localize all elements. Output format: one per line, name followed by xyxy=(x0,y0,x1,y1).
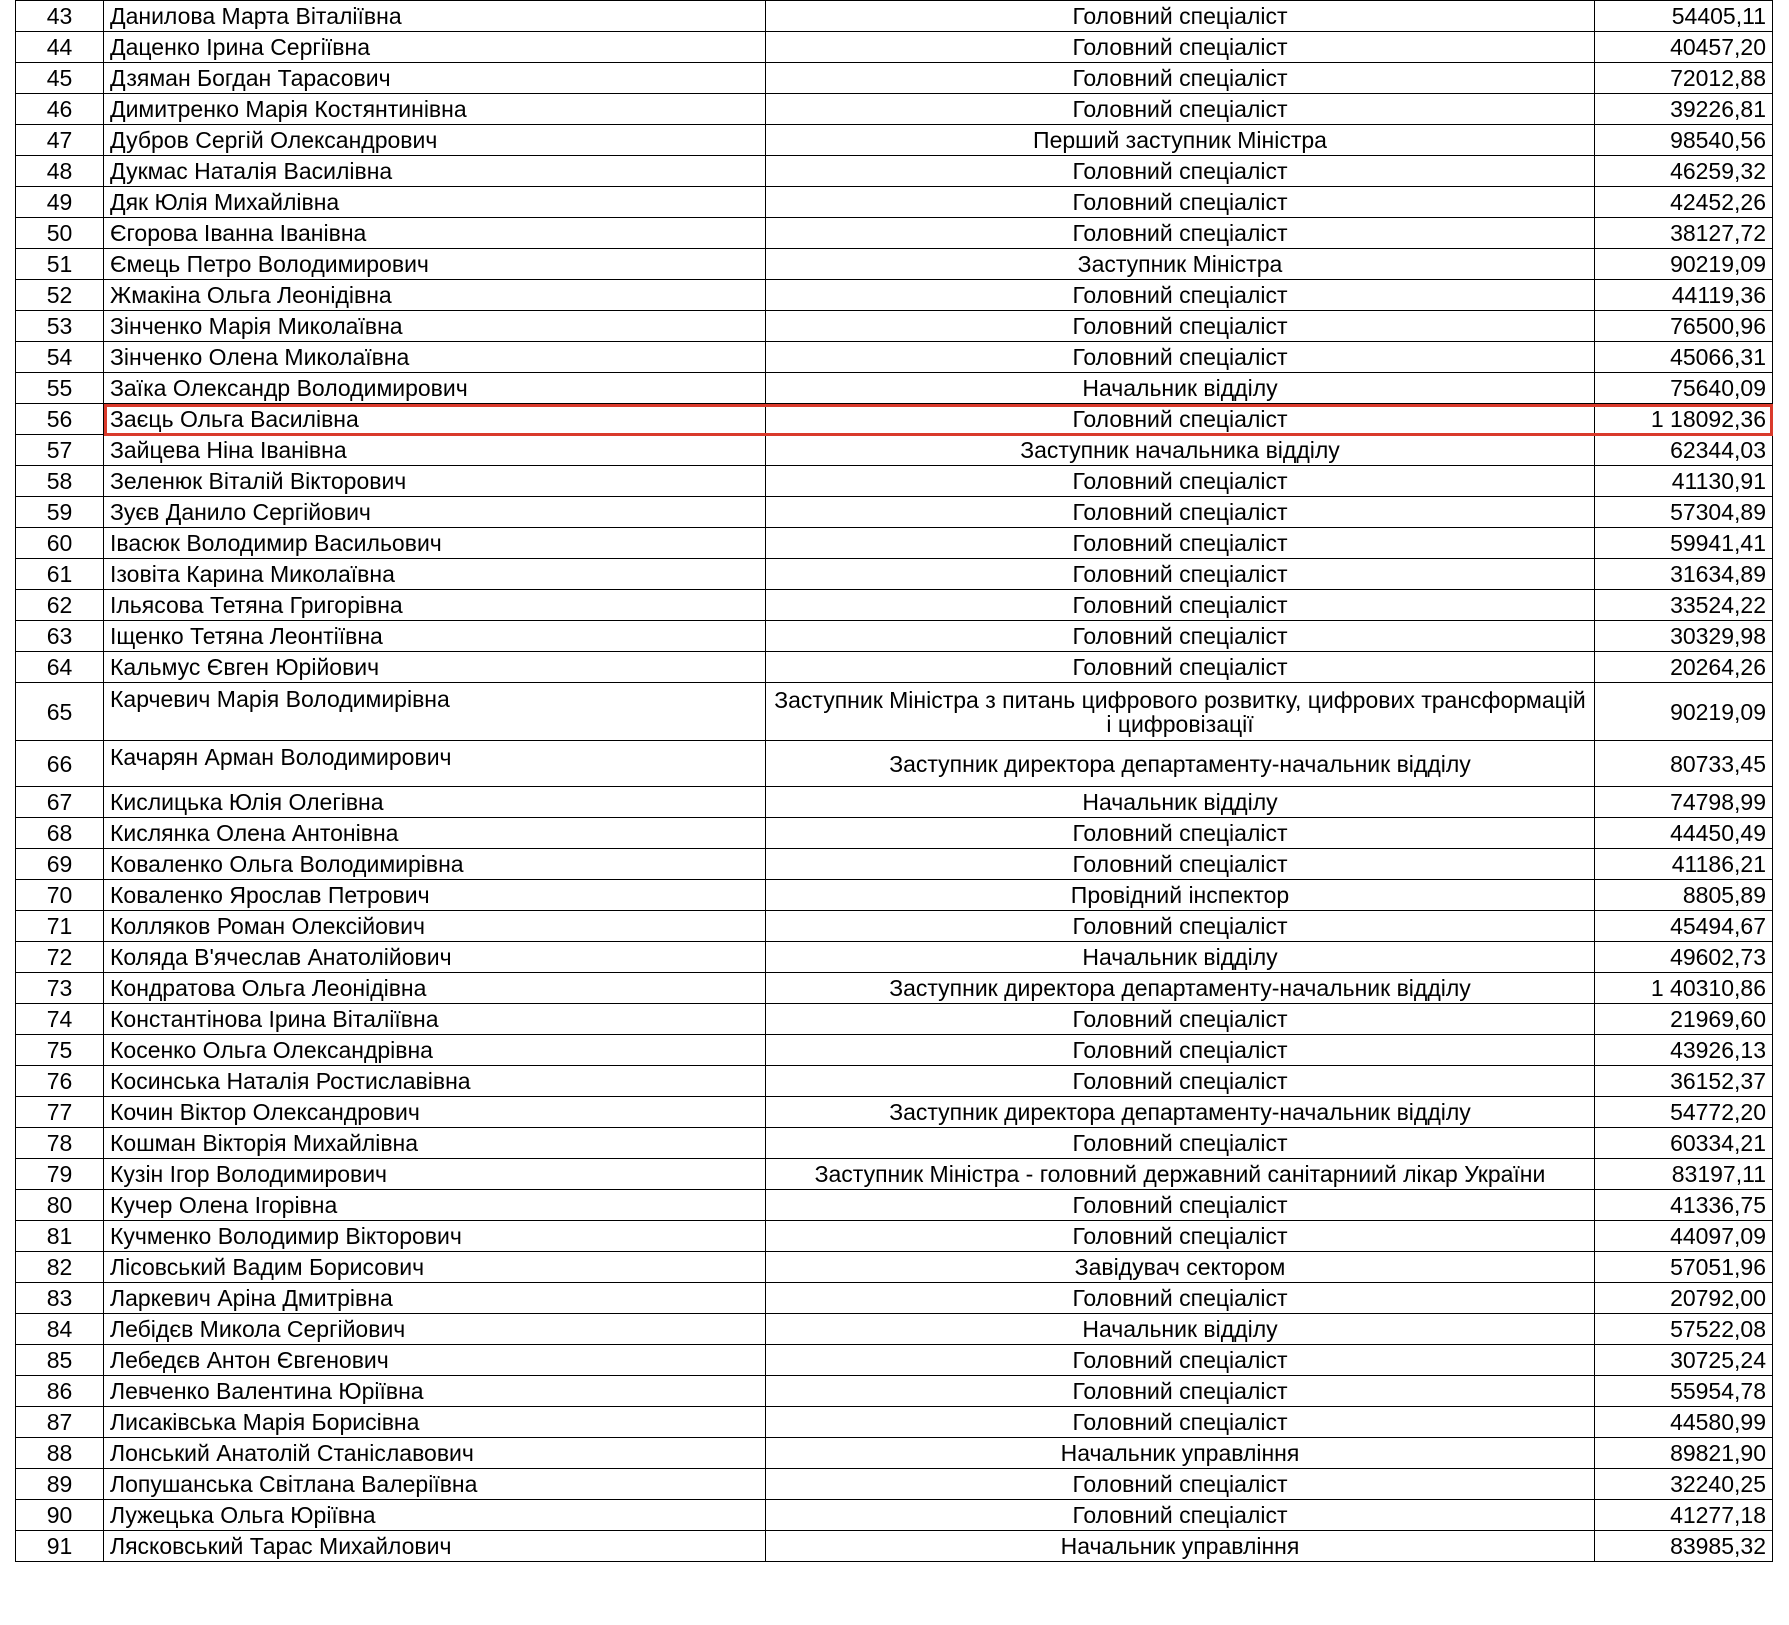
salary-cell: 44097,09 xyxy=(1595,1221,1773,1252)
salary-cell: 40457,20 xyxy=(1595,32,1773,63)
position-cell: Перший заступник Міністра xyxy=(766,125,1595,156)
position-cell: Начальник управління xyxy=(766,1531,1595,1562)
employee-name-cell: Зайцева Ніна Іванівна xyxy=(104,435,766,466)
employee-name-cell: Кислицька Юлія Олегівна xyxy=(104,787,766,818)
salary-cell: 75640,09 xyxy=(1595,373,1773,404)
salary-cell: 20792,00 xyxy=(1595,1283,1773,1314)
table-row xyxy=(16,1345,1773,1376)
row-number-cell: 61 xyxy=(16,559,104,590)
position-cell: Головний спеціаліст xyxy=(766,528,1595,559)
employee-name-cell: Коваленко Ольга Володимирівна xyxy=(104,849,766,880)
employee-name-cell: Заїка Олександр Володимирович xyxy=(104,373,766,404)
row-number-cell: 80 xyxy=(16,1190,104,1221)
employee-name-cell: Ільясова Тетяна Григорівна xyxy=(104,590,766,621)
salary-cell: 72012,88 xyxy=(1595,63,1773,94)
salary-cell: 60334,21 xyxy=(1595,1128,1773,1159)
table-row xyxy=(16,880,1773,911)
row-number-cell: 54 xyxy=(16,342,104,373)
position-cell: Головний спеціаліст xyxy=(766,63,1595,94)
position-cell: Начальник управління xyxy=(766,1438,1595,1469)
employee-name-cell: Лопушанська Світлана Валеріївна xyxy=(104,1469,766,1500)
table-row xyxy=(16,849,1773,880)
table-row xyxy=(16,1407,1773,1438)
table-row xyxy=(16,218,1773,249)
row-number-cell: 47 xyxy=(16,125,104,156)
position-cell: Головний спеціаліст xyxy=(766,1190,1595,1221)
table-row xyxy=(16,683,1773,741)
table-row xyxy=(16,280,1773,311)
position-cell: Головний спеціаліст xyxy=(766,621,1595,652)
salary-cell: 54405,11 xyxy=(1595,1,1773,32)
employee-name-cell: Зуєв Данило Сергійович xyxy=(104,497,766,528)
salary-cell: 76500,96 xyxy=(1595,311,1773,342)
row-number-cell: 43 xyxy=(16,1,104,32)
table-row xyxy=(16,125,1773,156)
salary-cell: 45494,67 xyxy=(1595,911,1773,942)
employee-name-cell: Іщенко Тетяна Леонтіївна xyxy=(104,621,766,652)
table-row xyxy=(16,818,1773,849)
position-cell: Головний спеціаліст xyxy=(766,849,1595,880)
salary-cell: 74798,99 xyxy=(1595,787,1773,818)
salary-cell: 44580,99 xyxy=(1595,1407,1773,1438)
employee-name-cell: Дукмас Наталія Василівна xyxy=(104,156,766,187)
employee-name-cell: Кислянка Олена Антонівна xyxy=(104,818,766,849)
row-number-cell: 57 xyxy=(16,435,104,466)
employee-name-cell: Даценко Ірина Сергіївна xyxy=(104,32,766,63)
row-number-cell: 55 xyxy=(16,373,104,404)
row-number-cell: 83 xyxy=(16,1283,104,1314)
row-number-cell: 59 xyxy=(16,497,104,528)
row-number-cell: 71 xyxy=(16,911,104,942)
position-cell: Головний спеціаліст xyxy=(766,94,1595,125)
employee-name-cell: Димитренко Марія Костянтинівна xyxy=(104,94,766,125)
position-cell: Головний спеціаліст xyxy=(766,1,1595,32)
employee-name-cell: Івасюк Володимир Васильович xyxy=(104,528,766,559)
row-number-cell: 90 xyxy=(16,1500,104,1531)
position-cell: Головний спеціаліст xyxy=(766,497,1595,528)
table-row xyxy=(16,787,1773,818)
row-number-cell: 69 xyxy=(16,849,104,880)
row-number-cell: 74 xyxy=(16,1004,104,1035)
salary-cell: 30329,98 xyxy=(1595,621,1773,652)
position-cell: Головний спеціаліст xyxy=(766,911,1595,942)
salary-cell: 98540,56 xyxy=(1595,125,1773,156)
employee-name-cell: Заєць Ольга Василівна xyxy=(104,404,766,435)
salary-cell: 46259,32 xyxy=(1595,156,1773,187)
row-number-cell: 87 xyxy=(16,1407,104,1438)
table-row xyxy=(16,1221,1773,1252)
position-cell: Головний спеціаліст xyxy=(766,652,1595,683)
row-number-cell: 66 xyxy=(16,741,104,787)
row-number-cell: 64 xyxy=(16,652,104,683)
row-number-cell: 52 xyxy=(16,280,104,311)
row-number-cell: 65 xyxy=(16,683,104,741)
table-row xyxy=(16,1035,1773,1066)
table-row xyxy=(16,63,1773,94)
table-row xyxy=(16,1097,1773,1128)
table-row xyxy=(16,1531,1773,1562)
salary-cell: 90219,09 xyxy=(1595,249,1773,280)
row-number-cell: 68 xyxy=(16,818,104,849)
row-number-cell: 86 xyxy=(16,1376,104,1407)
position-cell: Головний спеціаліст xyxy=(766,1221,1595,1252)
employee-name-cell: Косенко Ольга Олександрівна xyxy=(104,1035,766,1066)
table-row xyxy=(16,497,1773,528)
position-cell: Начальник відділу xyxy=(766,787,1595,818)
table-row xyxy=(16,590,1773,621)
row-number-cell: 89 xyxy=(16,1469,104,1500)
position-cell: Головний спеціаліст xyxy=(766,1500,1595,1531)
employee-name-cell: Левченко Валентина Юріївна xyxy=(104,1376,766,1407)
table-row xyxy=(16,1438,1773,1469)
row-number-cell: 82 xyxy=(16,1252,104,1283)
table-row xyxy=(16,466,1773,497)
salary-cell: 21969,60 xyxy=(1595,1004,1773,1035)
table-row xyxy=(16,911,1773,942)
row-number-cell: 53 xyxy=(16,311,104,342)
position-cell: Головний спеціаліст xyxy=(766,1066,1595,1097)
position-cell: Головний спеціаліст xyxy=(766,1283,1595,1314)
table-row xyxy=(16,1376,1773,1407)
row-number-cell: 73 xyxy=(16,973,104,1004)
table-row xyxy=(16,1066,1773,1097)
row-number-cell: 78 xyxy=(16,1128,104,1159)
position-cell: Провідний інспектор xyxy=(766,880,1595,911)
table-row xyxy=(16,373,1773,404)
table-row xyxy=(16,187,1773,218)
salary-cell: 90219,09 xyxy=(1595,683,1773,741)
employee-name-cell: Дзяман Богдан Тарасович xyxy=(104,63,766,94)
employee-name-cell: Константінова Ірина Віталіївна xyxy=(104,1004,766,1035)
salary-cell: 20264,26 xyxy=(1595,652,1773,683)
employee-name-cell: Данилова Марта Віталіївна xyxy=(104,1,766,32)
table-row xyxy=(16,1190,1773,1221)
row-number-cell: 44 xyxy=(16,32,104,63)
employee-name-cell: Лонський Анатолій Станіславович xyxy=(104,1438,766,1469)
salary-cell: 80733,45 xyxy=(1595,741,1773,787)
salary-cell: 42452,26 xyxy=(1595,187,1773,218)
table-row xyxy=(16,528,1773,559)
row-number-cell: 76 xyxy=(16,1066,104,1097)
row-number-cell: 56 xyxy=(16,404,104,435)
salary-cell: 54772,20 xyxy=(1595,1097,1773,1128)
employee-name-cell: Кузін Ігор Володимирович xyxy=(104,1159,766,1190)
row-number-cell: 60 xyxy=(16,528,104,559)
employee-name-cell: Коляда В'ячеслав Анатолійович xyxy=(104,942,766,973)
row-number-cell: 50 xyxy=(16,218,104,249)
table-row xyxy=(16,94,1773,125)
table-row xyxy=(16,1128,1773,1159)
employee-name-cell: Кочин Віктор Олександрович xyxy=(104,1097,766,1128)
position-cell: Заступник Міністра - головний державний санітарниий лікар України xyxy=(766,1159,1595,1190)
salary-cell: 83197,11 xyxy=(1595,1159,1773,1190)
employee-name-cell: Зеленюк Віталій Вікторович xyxy=(104,466,766,497)
employee-name-cell: Карчевич Марія Володимирівна xyxy=(104,683,766,741)
position-cell: Головний спеціаліст xyxy=(766,590,1595,621)
employee-name-cell: Коваленко Ярослав Петрович xyxy=(104,880,766,911)
position-cell: Начальник відділу xyxy=(766,373,1595,404)
position-cell: Головний спеціаліст xyxy=(766,1004,1595,1035)
table-row xyxy=(16,404,1773,435)
table-row xyxy=(16,249,1773,280)
row-number-cell: 45 xyxy=(16,63,104,94)
employee-name-cell: Кучер Олена Ігорівна xyxy=(104,1190,766,1221)
row-number-cell: 70 xyxy=(16,880,104,911)
salary-cell: 62344,03 xyxy=(1595,435,1773,466)
salary-cell: 49602,73 xyxy=(1595,942,1773,973)
position-cell: Головний спеціаліст xyxy=(766,1345,1595,1376)
position-cell: Головний спеціаліст xyxy=(766,187,1595,218)
salary-cell: 55954,78 xyxy=(1595,1376,1773,1407)
salary-cell: 8805,89 xyxy=(1595,880,1773,911)
position-cell: Головний спеціаліст xyxy=(766,32,1595,63)
position-cell: Головний спеціаліст xyxy=(766,342,1595,373)
row-number-cell: 75 xyxy=(16,1035,104,1066)
position-cell: Головний спеціаліст xyxy=(766,156,1595,187)
salary-cell: 44119,36 xyxy=(1595,280,1773,311)
row-number-cell: 62 xyxy=(16,590,104,621)
table-row xyxy=(16,435,1773,466)
employee-name-cell: Косинська Наталія Ростиславівна xyxy=(104,1066,766,1097)
employee-name-cell: Ізовіта Карина Миколаївна xyxy=(104,559,766,590)
employee-name-cell: Єгорова Іванна Іванівна xyxy=(104,218,766,249)
salary-cell: 43926,13 xyxy=(1595,1035,1773,1066)
salary-cell: 41336,75 xyxy=(1595,1190,1773,1221)
row-number-cell: 77 xyxy=(16,1097,104,1128)
row-number-cell: 46 xyxy=(16,94,104,125)
position-cell: Головний спеціаліст xyxy=(766,466,1595,497)
table-row xyxy=(16,621,1773,652)
position-cell: Начальник відділу xyxy=(766,942,1595,973)
salary-cell: 30725,24 xyxy=(1595,1345,1773,1376)
table-row xyxy=(16,1252,1773,1283)
salary-cell: 83985,32 xyxy=(1595,1531,1773,1562)
position-cell: Головний спеціаліст xyxy=(766,1407,1595,1438)
salary-table-body xyxy=(16,1,1773,1562)
salary-cell: 38127,72 xyxy=(1595,218,1773,249)
position-cell: Головний спеціаліст xyxy=(766,311,1595,342)
salary-cell: 41277,18 xyxy=(1595,1500,1773,1531)
salary-table xyxy=(15,0,1773,1562)
table-row xyxy=(16,1314,1773,1345)
position-cell: Головний спеціаліст xyxy=(766,1376,1595,1407)
row-number-cell: 58 xyxy=(16,466,104,497)
position-cell: Заступник Міністра xyxy=(766,249,1595,280)
position-cell: Заступник начальника відділу xyxy=(766,435,1595,466)
salary-cell: 39226,81 xyxy=(1595,94,1773,125)
salary-cell: 57522,08 xyxy=(1595,1314,1773,1345)
position-cell: Завідувач сектором xyxy=(766,1252,1595,1283)
salary-cell: 45066,31 xyxy=(1595,342,1773,373)
salary-cell: 1 18092,36 xyxy=(1595,404,1773,435)
row-number-cell: 49 xyxy=(16,187,104,218)
position-cell: Заступник Міністра з питань цифрового розвитку, цифрових трансформацій і цифровізації xyxy=(766,683,1595,741)
employee-name-cell: Кондратова Ольга Леонідівна xyxy=(104,973,766,1004)
position-cell: Головний спеціаліст xyxy=(766,280,1595,311)
row-number-cell: 72 xyxy=(16,942,104,973)
employee-name-cell: Кошман Вікторія Михайлівна xyxy=(104,1128,766,1159)
salary-cell: 31634,89 xyxy=(1595,559,1773,590)
row-number-cell: 88 xyxy=(16,1438,104,1469)
row-number-cell: 81 xyxy=(16,1221,104,1252)
row-number-cell: 84 xyxy=(16,1314,104,1345)
position-cell: Заступник директора департаменту-начальник відділу xyxy=(766,1097,1595,1128)
employee-name-cell: Зінченко Марія Миколаївна xyxy=(104,311,766,342)
salary-cell: 44450,49 xyxy=(1595,818,1773,849)
position-cell: Головний спеціаліст xyxy=(766,1035,1595,1066)
table-row xyxy=(16,32,1773,63)
table-row xyxy=(16,156,1773,187)
employee-name-cell: Лясковський Тарас Михайлович xyxy=(104,1531,766,1562)
employee-name-cell: Ларкевич Аріна Дмитрівна xyxy=(104,1283,766,1314)
employee-name-cell: Кучменко Володимир Вікторович xyxy=(104,1221,766,1252)
position-cell: Головний спеціаліст xyxy=(766,218,1595,249)
salary-cell: 41130,91 xyxy=(1595,466,1773,497)
employee-name-cell: Лужецька Ольга Юріївна xyxy=(104,1500,766,1531)
row-number-cell: 67 xyxy=(16,787,104,818)
table-row xyxy=(16,652,1773,683)
table-row xyxy=(16,1283,1773,1314)
salary-cell: 36152,37 xyxy=(1595,1066,1773,1097)
salary-cell: 59941,41 xyxy=(1595,528,1773,559)
salary-cell: 41186,21 xyxy=(1595,849,1773,880)
position-cell: Головний спеціаліст xyxy=(766,1128,1595,1159)
salary-cell: 57304,89 xyxy=(1595,497,1773,528)
salary-cell: 33524,22 xyxy=(1595,590,1773,621)
row-number-cell: 51 xyxy=(16,249,104,280)
table-row xyxy=(16,741,1773,787)
employee-name-cell: Дубров Сергій Олександрович xyxy=(104,125,766,156)
row-number-cell: 48 xyxy=(16,156,104,187)
position-cell: Головний спеціаліст xyxy=(766,559,1595,590)
employee-name-cell: Жмакіна Ольга Леонідівна xyxy=(104,280,766,311)
employee-name-cell: Зінченко Олена Миколаївна xyxy=(104,342,766,373)
table-row xyxy=(16,1500,1773,1531)
salary-cell: 89821,90 xyxy=(1595,1438,1773,1469)
row-number-cell: 85 xyxy=(16,1345,104,1376)
position-cell: Головний спеціаліст xyxy=(766,404,1595,435)
table-row xyxy=(16,1469,1773,1500)
employee-name-cell: Ємець Петро Володимирович xyxy=(104,249,766,280)
table-row xyxy=(16,559,1773,590)
employee-name-cell: Колляков Роман Олексійович xyxy=(104,911,766,942)
employee-name-cell: Лісовський Вадим Борисович xyxy=(104,1252,766,1283)
position-cell: Заступник директора департаменту-начальник відділу xyxy=(766,741,1595,787)
salary-cell: 57051,96 xyxy=(1595,1252,1773,1283)
employee-name-cell: Дяк Юлія Михайлівна xyxy=(104,187,766,218)
employee-name-cell: Лисаківська Марія Борисівна xyxy=(104,1407,766,1438)
employee-name-cell: Лебедєв Антон Євгенович xyxy=(104,1345,766,1376)
table-row xyxy=(16,1159,1773,1190)
position-cell: Начальник відділу xyxy=(766,1314,1595,1345)
row-number-cell: 79 xyxy=(16,1159,104,1190)
table-row xyxy=(16,342,1773,373)
employee-name-cell: Кальмус Євген Юрійович xyxy=(104,652,766,683)
position-cell: Головний спеціаліст xyxy=(766,1469,1595,1500)
table-row xyxy=(16,1004,1773,1035)
position-cell: Головний спеціаліст xyxy=(766,818,1595,849)
table-row xyxy=(16,942,1773,973)
table-row xyxy=(16,311,1773,342)
position-cell: Заступник директора департаменту-начальник відділу xyxy=(766,973,1595,1004)
salary-cell: 32240,25 xyxy=(1595,1469,1773,1500)
row-number-cell: 91 xyxy=(16,1531,104,1562)
table-row xyxy=(16,973,1773,1004)
employee-name-cell: Качарян Арман Володимирович xyxy=(104,741,766,787)
employee-name-cell: Лебідєв Микола Сергійович xyxy=(104,1314,766,1345)
table-row xyxy=(16,1,1773,32)
row-number-cell: 63 xyxy=(16,621,104,652)
salary-cell: 1 40310,86 xyxy=(1595,973,1773,1004)
